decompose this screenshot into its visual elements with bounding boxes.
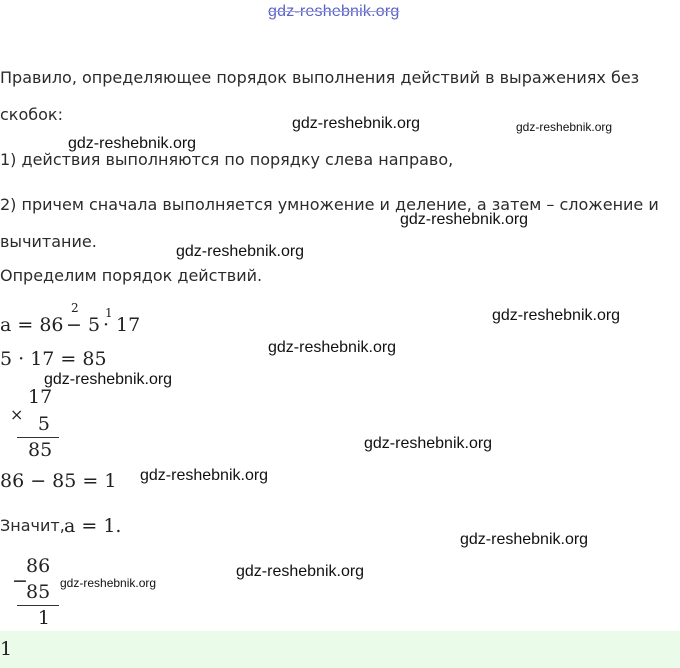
watermark: gdz-reshebnik.org [364,435,493,452]
watermark: gdz-reshebnik.org [268,339,397,356]
rule-line-1: Правило, определяющее порядок выполнения действий в выражениях без [0,68,640,87]
expression-mid: 5 [88,314,101,336]
operation-order-2: 2 [71,301,79,315]
rule-item-1: 1) действия выполняются по порядку слева направо, [0,150,454,169]
watermark: gdz-reshebnik.org [44,371,173,388]
mult-sign: × [10,405,24,424]
operation-order-1: 1 [105,306,113,320]
watermark: gdz-reshebnik.org [68,135,197,152]
conclusion-prefix: Значит, [0,516,65,535]
expression-rhs: 17 [116,314,141,336]
rule-line-2: скобок: [0,105,63,124]
expression-op-minus: − [66,314,82,336]
answer-bar [0,631,680,668]
sub-top: 86 [26,555,51,577]
step-1: 5 · 17 = 85 [0,348,107,370]
mult-line [17,437,59,438]
mult-top: 17 [28,386,53,408]
expression-lhs: a = 86 [0,314,64,336]
task-text: Определим порядок действий. [0,266,263,285]
rule-item-2-line-2: вычитание. [0,232,97,251]
step-2: 86 − 85 = 1 [0,470,117,492]
watermark: gdz-reshebnik.org [236,563,365,580]
sub-sign: − [12,570,28,592]
watermark: gdz-reshebnik.org [516,120,613,134]
rule-item-2-line-1: 2) причем сначала выполняется умножение и деление, а затем – сложение и [0,195,659,214]
mult-result: 85 [28,439,53,461]
conclusion-value: a = 1. [64,515,122,537]
watermark: gdz-reshebnik.org [292,115,421,132]
watermark: gdz-reshebnik.org [400,211,529,228]
sub-bottom: 85 [26,581,51,603]
sub-result: 1 [37,607,50,629]
sub-line [17,605,59,606]
watermark: gdz-reshebnik.org [176,243,305,260]
answer-value: 1 [0,638,13,660]
expression-op-mult: · [103,314,110,336]
watermark: gdz-reshebnik.org [492,307,621,324]
watermark-top: gdz-reshebnik.org [268,3,400,20]
watermark: gdz-reshebnik.org [60,576,157,590]
watermark: gdz-reshebnik.org [460,531,589,548]
mult-bottom: 5 [37,413,50,435]
watermark: gdz-reshebnik.org [140,467,269,484]
